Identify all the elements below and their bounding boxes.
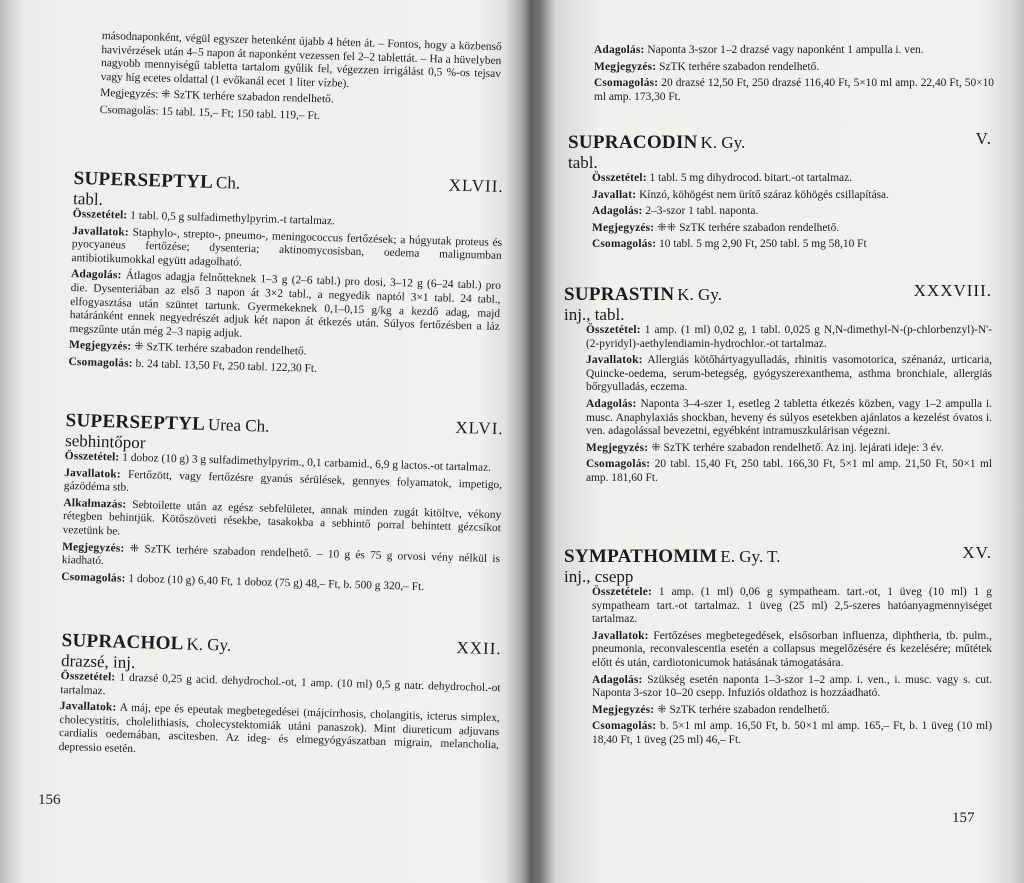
field-remark: Megjegyzés: SzTK terhére szabadon rendelhető. bbox=[594, 60, 820, 73]
drug-name: SUPRACODIN bbox=[568, 132, 698, 153]
field-indications: Javallatok: Fertőzéses megbetegedések, elsősorban influenza, diphtheria, tb. pulm., pneumonia, reconvalescentia esetén a collapsus megelőzésére és kezelésére; műtétek előtt és után, cardiotonicumok hatásának támogatására. bbox=[592, 629, 992, 669]
intro-remark: Megjegyzés: ⁜ SzTK terhére szabadon rendelhető. bbox=[100, 87, 334, 106]
field-remark: Megjegyzés: ⁜ SzTK terhére szabadon rendelhető. – 10 g és 75 g orvosi vény nélkül is kiadható. bbox=[61, 540, 501, 568]
entry-header bbox=[564, 281, 992, 305]
field-indication: Javallat: Kínzó, köhögést nem ürítő száraz köhögés csillapítása. bbox=[592, 188, 889, 201]
drug-manufacturer: E. Gy. T. bbox=[720, 547, 781, 566]
entry-fields bbox=[564, 324, 992, 486]
field-composition: Összetétel: 1 doboz (10 g) 3 g sulfadimethylpyrim., 0,1 carbamid., 6,9 g lactos.-ot tartalmaz. bbox=[64, 449, 492, 474]
drug-name: SYMPATHOMIM bbox=[564, 546, 718, 567]
entry-sympathomim bbox=[564, 543, 992, 751]
field-indications: Javallatok: Fertőzött, vagy fertőzésre gyanús sérülések, gennyes folyamatok, impetigo, gázödéma stb. bbox=[63, 466, 503, 494]
field-remark: Megjegyzés: ⁜ SzTK terhére szabadon rendelhető. bbox=[68, 339, 307, 358]
left-intro bbox=[99, 30, 501, 132]
intro-packaging: Csomagolás: 15 tabl. 15,– Ft; 150 tabl. 119,– Ft. bbox=[99, 103, 320, 123]
drug-manufacturer: K. Gy. bbox=[186, 634, 232, 655]
field-packaging: Csomagolás: 20 tabl. 15,40 Ft, 250 tabl. 166,30 Ft, 5×1 ml amp. 21,50 Ft, 50×1 ml amp. 181,60 Ft. bbox=[586, 458, 992, 484]
entry-header bbox=[568, 129, 992, 153]
field-composition: Összetétel: 1 amp. (1 ml) 0,02 g, 1 tabl. 0,025 g N,N-dimethyl-N-(p-chlorbenzyl)-N'-(2-pyridyl)-aethylendiamin-hydrochlor.-ot tartalmaz. bbox=[586, 324, 992, 350]
field-composition: Összetétel: 1 tabl. 5 mg dihydrocod. bitart.-ot tartalmaz. bbox=[592, 172, 853, 184]
field-indications: Javallatok: Staphylo-, strepto-, pneumo-, meningococcus fertőzések; a húgyutak proteus és pyocyaneus fertőzése; dysenteria; aktinomycosisban, oedema malignumban antibiotikumokkal együtt adagolható. bbox=[71, 224, 503, 269]
entry-fields bbox=[564, 586, 992, 748]
entry-superseptyl-urea bbox=[61, 410, 504, 600]
drug-form: tabl. bbox=[72, 188, 104, 209]
page-number-right: 157 bbox=[952, 810, 975, 826]
field-packaging: Csomagolás: b. 5×1 ml amp. 16,50 Ft, b. 50×1 ml amp. 165,– Ft, b. 1 üveg (10 ml) 18,40 Ft, 1 üveg (25 ml) 46,– Ft. bbox=[592, 720, 992, 746]
field-dosage: Adagolás: Átlagos adagja felnőtteknek 1–3 g (2–6 tabl.) pro dosi, 3–12 g (6–24 tabl.) pro die. Dysenteriában az első 3 napon át 3×2 tabl., a negyedik naptól 3×1 tabl. 24 tabl., elfogyasztása után szüntet tartunk. Gyermekeknek 0,1–0,15 g/kg a kezdő adag, majd határánként ennek negyedrészét adjuk két napon át étkezés után. Súlyos fertőzésben a láz megszűnte után még 2–3 napig adjuk. bbox=[69, 268, 502, 340]
field-packaging: Csomagolás: 10 tabl. 5 mg 2,90 Ft, 250 tabl. 5 mg 58,10 Ft bbox=[592, 238, 867, 251]
roman-numeral: XXII. bbox=[456, 638, 502, 659]
entry-suprachol bbox=[58, 630, 501, 770]
drug-form: tabl. bbox=[568, 153, 598, 172]
field-dosage: Adagolás: Naponta 3–4-szer 1, esetleg 2 tabletta étkezés közben, vagy 1–2 ampulla i. musc. Anaphylaxiás shockban, heveny és súlyos esetekben ajánlatos a kezelést óvatos i. ven. adagolással bevezetni, egyébként intramuszkulárisan végezni. bbox=[586, 397, 992, 438]
roman-numeral: XLVII. bbox=[448, 175, 504, 197]
drug-manufacturer: K. Gy. bbox=[700, 133, 746, 152]
field-dosage: Adagolás: 2–3-szor 1 tabl. naponta. bbox=[592, 205, 759, 218]
entry-superseptyl bbox=[68, 168, 504, 384]
roman-numeral: XV. bbox=[962, 543, 992, 562]
drug-form: inj., tabl. bbox=[564, 305, 625, 324]
entry-fields bbox=[568, 172, 992, 252]
field-packaging: Csomagolás: 20 drazsé 12,50 Ft, 250 drazsé 116,40 Ft, 5×10 ml amp. 22,40 Ft, 50×10 ml amp. 173,30 Ft. bbox=[594, 77, 994, 103]
field-remark: Megjegyzés: ⁜ SzTK terhére szabadon rendelhető. Az inj. lejárati ideje: 3 év. bbox=[586, 441, 944, 454]
roman-numeral: XLVI. bbox=[455, 417, 504, 439]
right-page bbox=[560, 0, 1000, 883]
drug-manufacturer: K. Gy. bbox=[677, 285, 722, 304]
field-dosage: Adagolás: Szükség esetén naponta 1–3-szor 1–2 amp. i. ven., i. musc. vagy s. cut. Naponta 3-szor 10–20 csepp. Infuziós oldathoz is hozzáadható. bbox=[592, 673, 992, 700]
drug-name: SUPRACHOL bbox=[61, 630, 184, 655]
field-application: Alkalmazás: Sebtoilette után az egész sebfelületet, annak minden zugát kitöltve, vékony rétegben behintjük. Kötőszöveti résekbe, tasakokba a sebhintő porral behintett gézcsíkot vezetünk be. bbox=[62, 496, 502, 538]
intro-paragraph: másodnaponként, végül egyszer hetenként újabb 4 héten át. – Fontos, hogy a közbenső havivérzések után 4–5 napon át naponként vezessen fel 2–2 tablettát. – Ha a hüvelyben nagyobb mennyiségű tabletta tartalom gyűlik fel, végezzen irrigálást 0,5 %-os tejsav vagy híg ecetes oldattal (1 evőkanál ecet 1 liter vízbe). bbox=[100, 30, 502, 90]
drug-manufacturer: Ch. bbox=[215, 172, 241, 193]
right-intro bbox=[594, 44, 994, 107]
entry-header bbox=[564, 543, 992, 567]
drug-form: drazsé, inj. bbox=[60, 650, 136, 673]
drug-name: SUPRASTIN bbox=[564, 284, 675, 305]
field-dosage: Adagolás: Naponta 3-szor 1–2 drazsé vagy naponként 1 ampulla i. ven. bbox=[594, 44, 924, 56]
roman-numeral: XXXVIII. bbox=[913, 281, 992, 300]
field-composition: Összetétele: 1 amp. (1 ml) 0,06 g sympatheam. tart.-ot, 1 üveg (10 ml) 1 g sympatheam tart.-ot tartalmaz. 1 üveg (25 ml) 2,5-szeres hatóanyagmennyiséget tartalmaz. bbox=[592, 586, 992, 626]
field-packaging: Csomagolás: 1 doboz (10 g) 6,40 Ft, 1 doboz (75 g) 48,– Ft, b. 500 g 320,– Ft. bbox=[61, 570, 425, 593]
drug-name: SUPERSEPTYL bbox=[65, 410, 206, 435]
roman-numeral: V. bbox=[975, 129, 992, 148]
field-indications: Javallatok: Allergiás kötőhártyagyulladás, rhinitis vasomotorica, szénanáz, urticaria, Quincke-oedema, serum-betegség, gyógyszerexanthema, asthma bronchiale, allergiás bőrgyulladás, eczema. bbox=[586, 354, 993, 394]
entry-suprastin bbox=[564, 281, 993, 489]
field-remark: Megjegyzés: ⁜ SzTK terhére szabadon rendelhető. bbox=[592, 703, 830, 716]
left-page bbox=[30, 0, 504, 883]
field-composition: Összetétel: 1 drazsé 0,25 g acid. dehydrochol.-ot, 1 amp. (10 ml) 0,5 g natr. dehydrochol.-ot tartalmaz. bbox=[60, 669, 501, 697]
field-remark: Megjegyzés: ⁜⁜ SzTK terhére szabadon rendelhető. bbox=[592, 221, 840, 234]
field-indications: Javallatok: A máj, epe és epeutak megbetegedései (májcirrhosis, cholangitis, icterus simplex, cholecystitis, cholelithiasis, cholecystektomiák utáni panaszok). Mint diureticum adjuvans cardialis oedemában, ascitesben. Az ideg- és elmegyógyászatban migrain, melancholia, depressio esetén. bbox=[58, 700, 500, 756]
field-composition: Összetétel: 1 tabl. 0,5 g sulfadimethylpyrim.-t tartalmaz. bbox=[72, 207, 336, 228]
drug-manufacturer: Urea Ch. bbox=[207, 414, 270, 436]
drug-name: SUPERSEPTYL bbox=[73, 168, 214, 193]
entry-supracodin bbox=[568, 129, 992, 255]
field-packaging: Csomagolás: b. 24 tabl. 13,50 Ft, 250 tabl. 122,30 Ft. bbox=[68, 355, 318, 375]
page-number-left: 156 bbox=[38, 792, 61, 808]
drug-form: sebhintőpor bbox=[64, 430, 146, 453]
book-gutter bbox=[505, 0, 553, 883]
drug-form: inj., csepp bbox=[564, 567, 634, 586]
